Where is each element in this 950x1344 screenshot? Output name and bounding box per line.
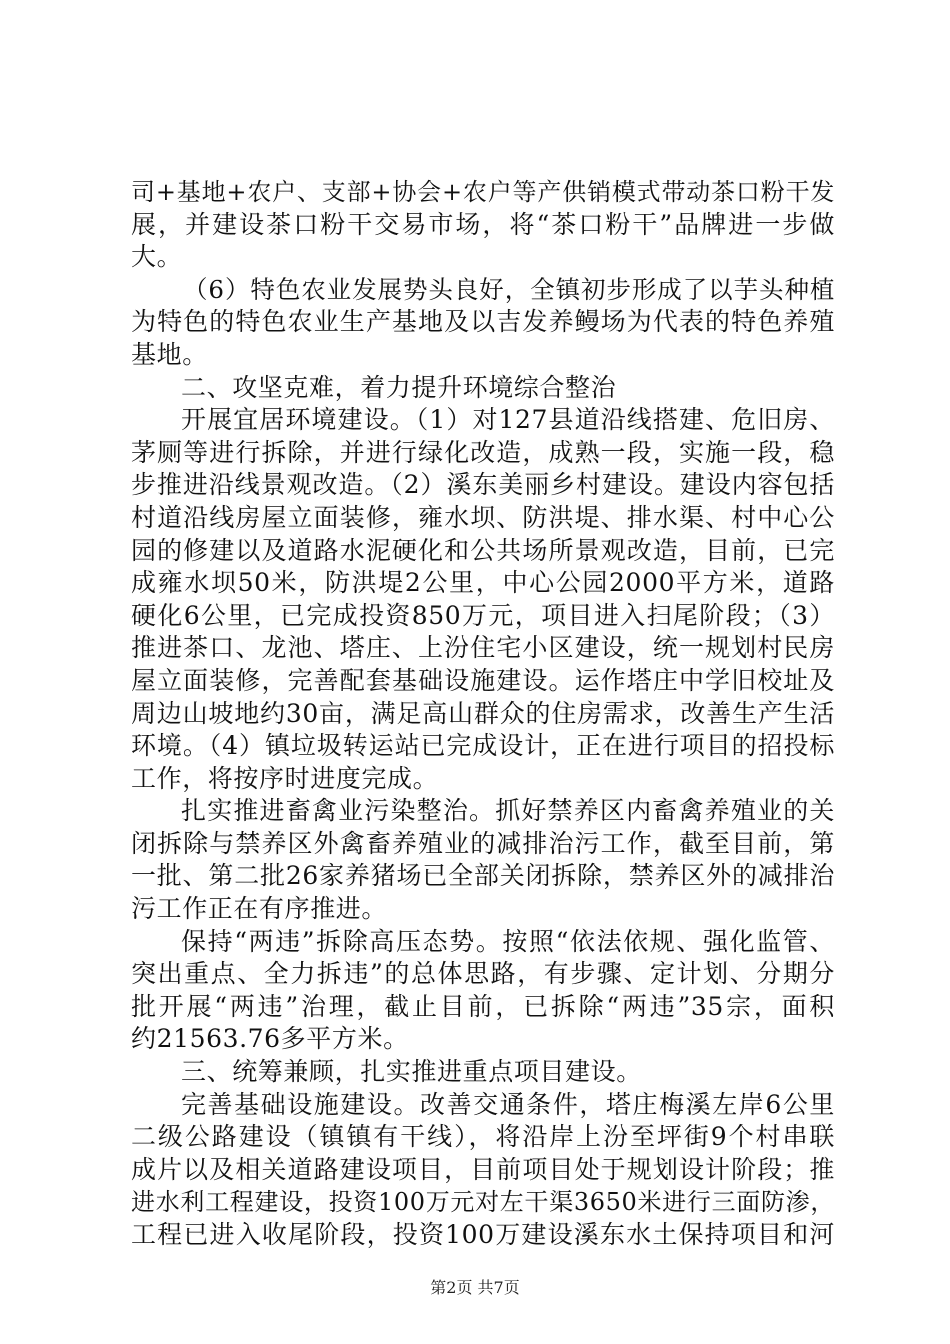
section-heading: 三、统筹兼顾，扎实推进重点项目建设。	[181, 1057, 642, 1087]
text-line: （6）特色农业发展势头良好，全镇初步形成了以芋头种植	[183, 274, 835, 304]
document-body	[131, 176, 835, 1252]
text-line: 茅厕等进行拆除，并进行绿化改造，成熟一段，实施一段，稳	[131, 437, 835, 467]
text-line: 推进茶口、龙池、塔庄、上汾住宅小区建设，统一规划村民房	[131, 633, 835, 663]
text-line: 村道沿线房屋立面装修，雍水坝、防洪堤、排水渠、村中心公	[131, 502, 835, 532]
text-line: 扎实推进畜禽业污染整治。抓好禁养区内畜禽养殖业的关	[181, 796, 835, 826]
text-line: 周边山坡地约30亩，满足高山群众的住房需求，改善生产生活	[131, 698, 835, 728]
text-line: 开展宜居环境建设。（1）对127县道沿线搭建、危旧房、	[181, 405, 835, 435]
text-line: 大。	[131, 242, 183, 272]
text-line: 硬化6公里，已完成投资850万元，项目进入扫尾阶段；（3）	[131, 600, 835, 630]
text-line: 批开展“两违”治理，截止目前，已拆除“两违”35宗，面积	[131, 991, 835, 1021]
text-line: 约21563.76多平方米。	[131, 1024, 409, 1054]
text-line: 成雍水坝50米，防洪堤2公里，中心公园2000平方米，道路	[131, 568, 835, 598]
text-line: 司+基地+农户、支部+协会+农户等产供销模式带动茶口粉干发	[131, 178, 835, 206]
text-line: 环境。（4）镇垃圾转运站已完成设计，正在进行项目的招投标	[131, 731, 835, 761]
text-line: 成片以及相关道路建设项目，目前项目处于规划设计阶段；推	[131, 1154, 835, 1184]
text-line: 步推进沿线景观改造。（2）溪东美丽乡村建设。建设内容包括	[131, 470, 835, 500]
text-line: 园的修建以及道路水泥硬化和公共场所景观改造，目前，已完	[131, 535, 835, 565]
text-line: 一批、第二批26家养猪场已全部关闭拆除，禁养区外的减排治	[131, 861, 835, 891]
text-line: 闭拆除与禁养区外禽畜养殖业的减排治污工作，截至目前，第	[131, 828, 835, 858]
text-line: 工作，将按序时进度完成。	[131, 763, 439, 793]
section-heading: 二、攻坚克难，着力提升环境综合整治	[181, 372, 617, 402]
text-line: 工程已进入收尾阶段，投资100万建设溪东水土保持项目和河	[131, 1220, 835, 1249]
page-number-label: 第2页 共7页	[430, 1278, 520, 1297]
text-line: 二级公路建设（镇镇有干线），将沿岸上汾至坪街9个村串联	[131, 1122, 835, 1152]
text-line: 进水利工程建设，投资100万元对左干渠3650米进行三面防渗，	[131, 1188, 835, 1217]
text-line: 基地。	[131, 339, 208, 369]
text-line: 为特色的特色农业生产基地及以吉发养鳗场为代表的特色养殖	[131, 307, 835, 337]
text-line: 保持“两违”拆除高压态势。按照“依法依规、强化监管、	[181, 926, 835, 956]
text-line: 展，并建设茶口粉干交易市场，将“茶口粉干”品牌进一步做	[131, 209, 835, 239]
text-line: 污工作正在有序推进。	[131, 894, 388, 924]
text-line: 屋立面装修，完善配套基础设施建设。运作塔庄中学旧校址及	[131, 665, 835, 695]
page-footer	[0, 1278, 950, 1298]
text-line: 完善基础设施建设。改善交通条件，塔庄梅溪左岸6公里	[181, 1089, 835, 1119]
text-line: 突出重点、全力拆违”的总体思路，有步骤、定计划、分期分	[131, 959, 835, 989]
